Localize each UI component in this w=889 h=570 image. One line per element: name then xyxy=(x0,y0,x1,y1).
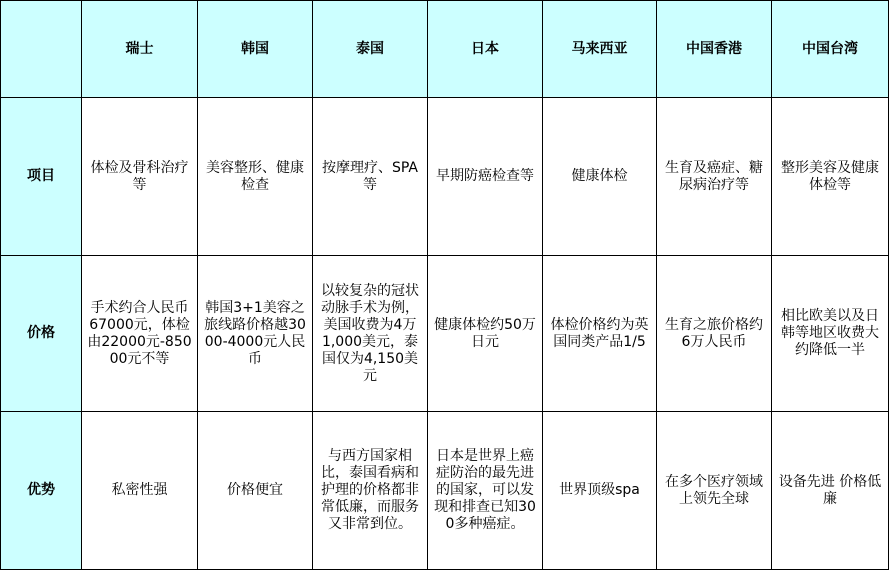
table-cell: 相比欧美以及日韩等地区收费大约降低一半 xyxy=(772,256,889,412)
table-cell: 美容整形、健康检查 xyxy=(198,98,313,256)
table-cell: 健康体检约50万日元 xyxy=(428,256,543,412)
row-label: 价格 xyxy=(1,256,82,412)
table-cell: 整形美容及健康体检等 xyxy=(772,98,889,256)
table-cell: 体检价格约为英国同类产品1/5 xyxy=(543,256,657,412)
table-cell: 生育之旅价格约6万人民币 xyxy=(657,256,772,412)
column-header: 韩国 xyxy=(198,1,313,98)
row-label: 优势 xyxy=(1,412,82,570)
table-cell: 按摩理疗、SPA等 xyxy=(313,98,428,256)
table-cell: 生育及癌症、糖尿病治疗等 xyxy=(657,98,772,256)
table-cell: 与西方国家相比，泰国看病和护理的价格都非常低廉，而服务又非常到位。 xyxy=(313,412,428,570)
column-header: 泰国 xyxy=(313,1,428,98)
table-cell: 体检及骨科治疗等 xyxy=(82,98,198,256)
table-cell: 日本是世界上癌症防治的最先进的国家，可以发现和排查已知300多种癌症。 xyxy=(428,412,543,570)
row-label: 项目 xyxy=(1,98,82,256)
column-header: 中国香港 xyxy=(657,1,772,98)
table-row xyxy=(1,412,889,570)
column-header: 瑞士 xyxy=(82,1,198,98)
table-cell: 早期防癌检查等 xyxy=(428,98,543,256)
column-header: 马来西亚 xyxy=(543,1,657,98)
table-row xyxy=(1,256,889,412)
table-cell: 在多个医疗领域上领先全球 xyxy=(657,412,772,570)
table-cell: 世界顶级spa xyxy=(543,412,657,570)
table-cell: 手术约合人民币67000元，体检由22000元-85000元不等 xyxy=(82,256,198,412)
table-cell: 价格便宜 xyxy=(198,412,313,570)
header-row xyxy=(1,1,889,98)
table-cell: 以较复杂的冠状动脉手术为例，美国收费为4万1,000美元，泰国仅为4,150美元 xyxy=(313,256,428,412)
table-cell: 设备先进 价格低廉 xyxy=(772,412,889,570)
table-cell: 健康体检 xyxy=(543,98,657,256)
table-cell: 韩国3+1美容之旅线路价格越3000-4000元人民币 xyxy=(198,256,313,412)
table-cell: 私密性强 xyxy=(82,412,198,570)
column-header: 中国台湾 xyxy=(772,1,889,98)
column-header: 日本 xyxy=(428,1,543,98)
table-row xyxy=(1,98,889,256)
corner-cell xyxy=(1,1,82,98)
